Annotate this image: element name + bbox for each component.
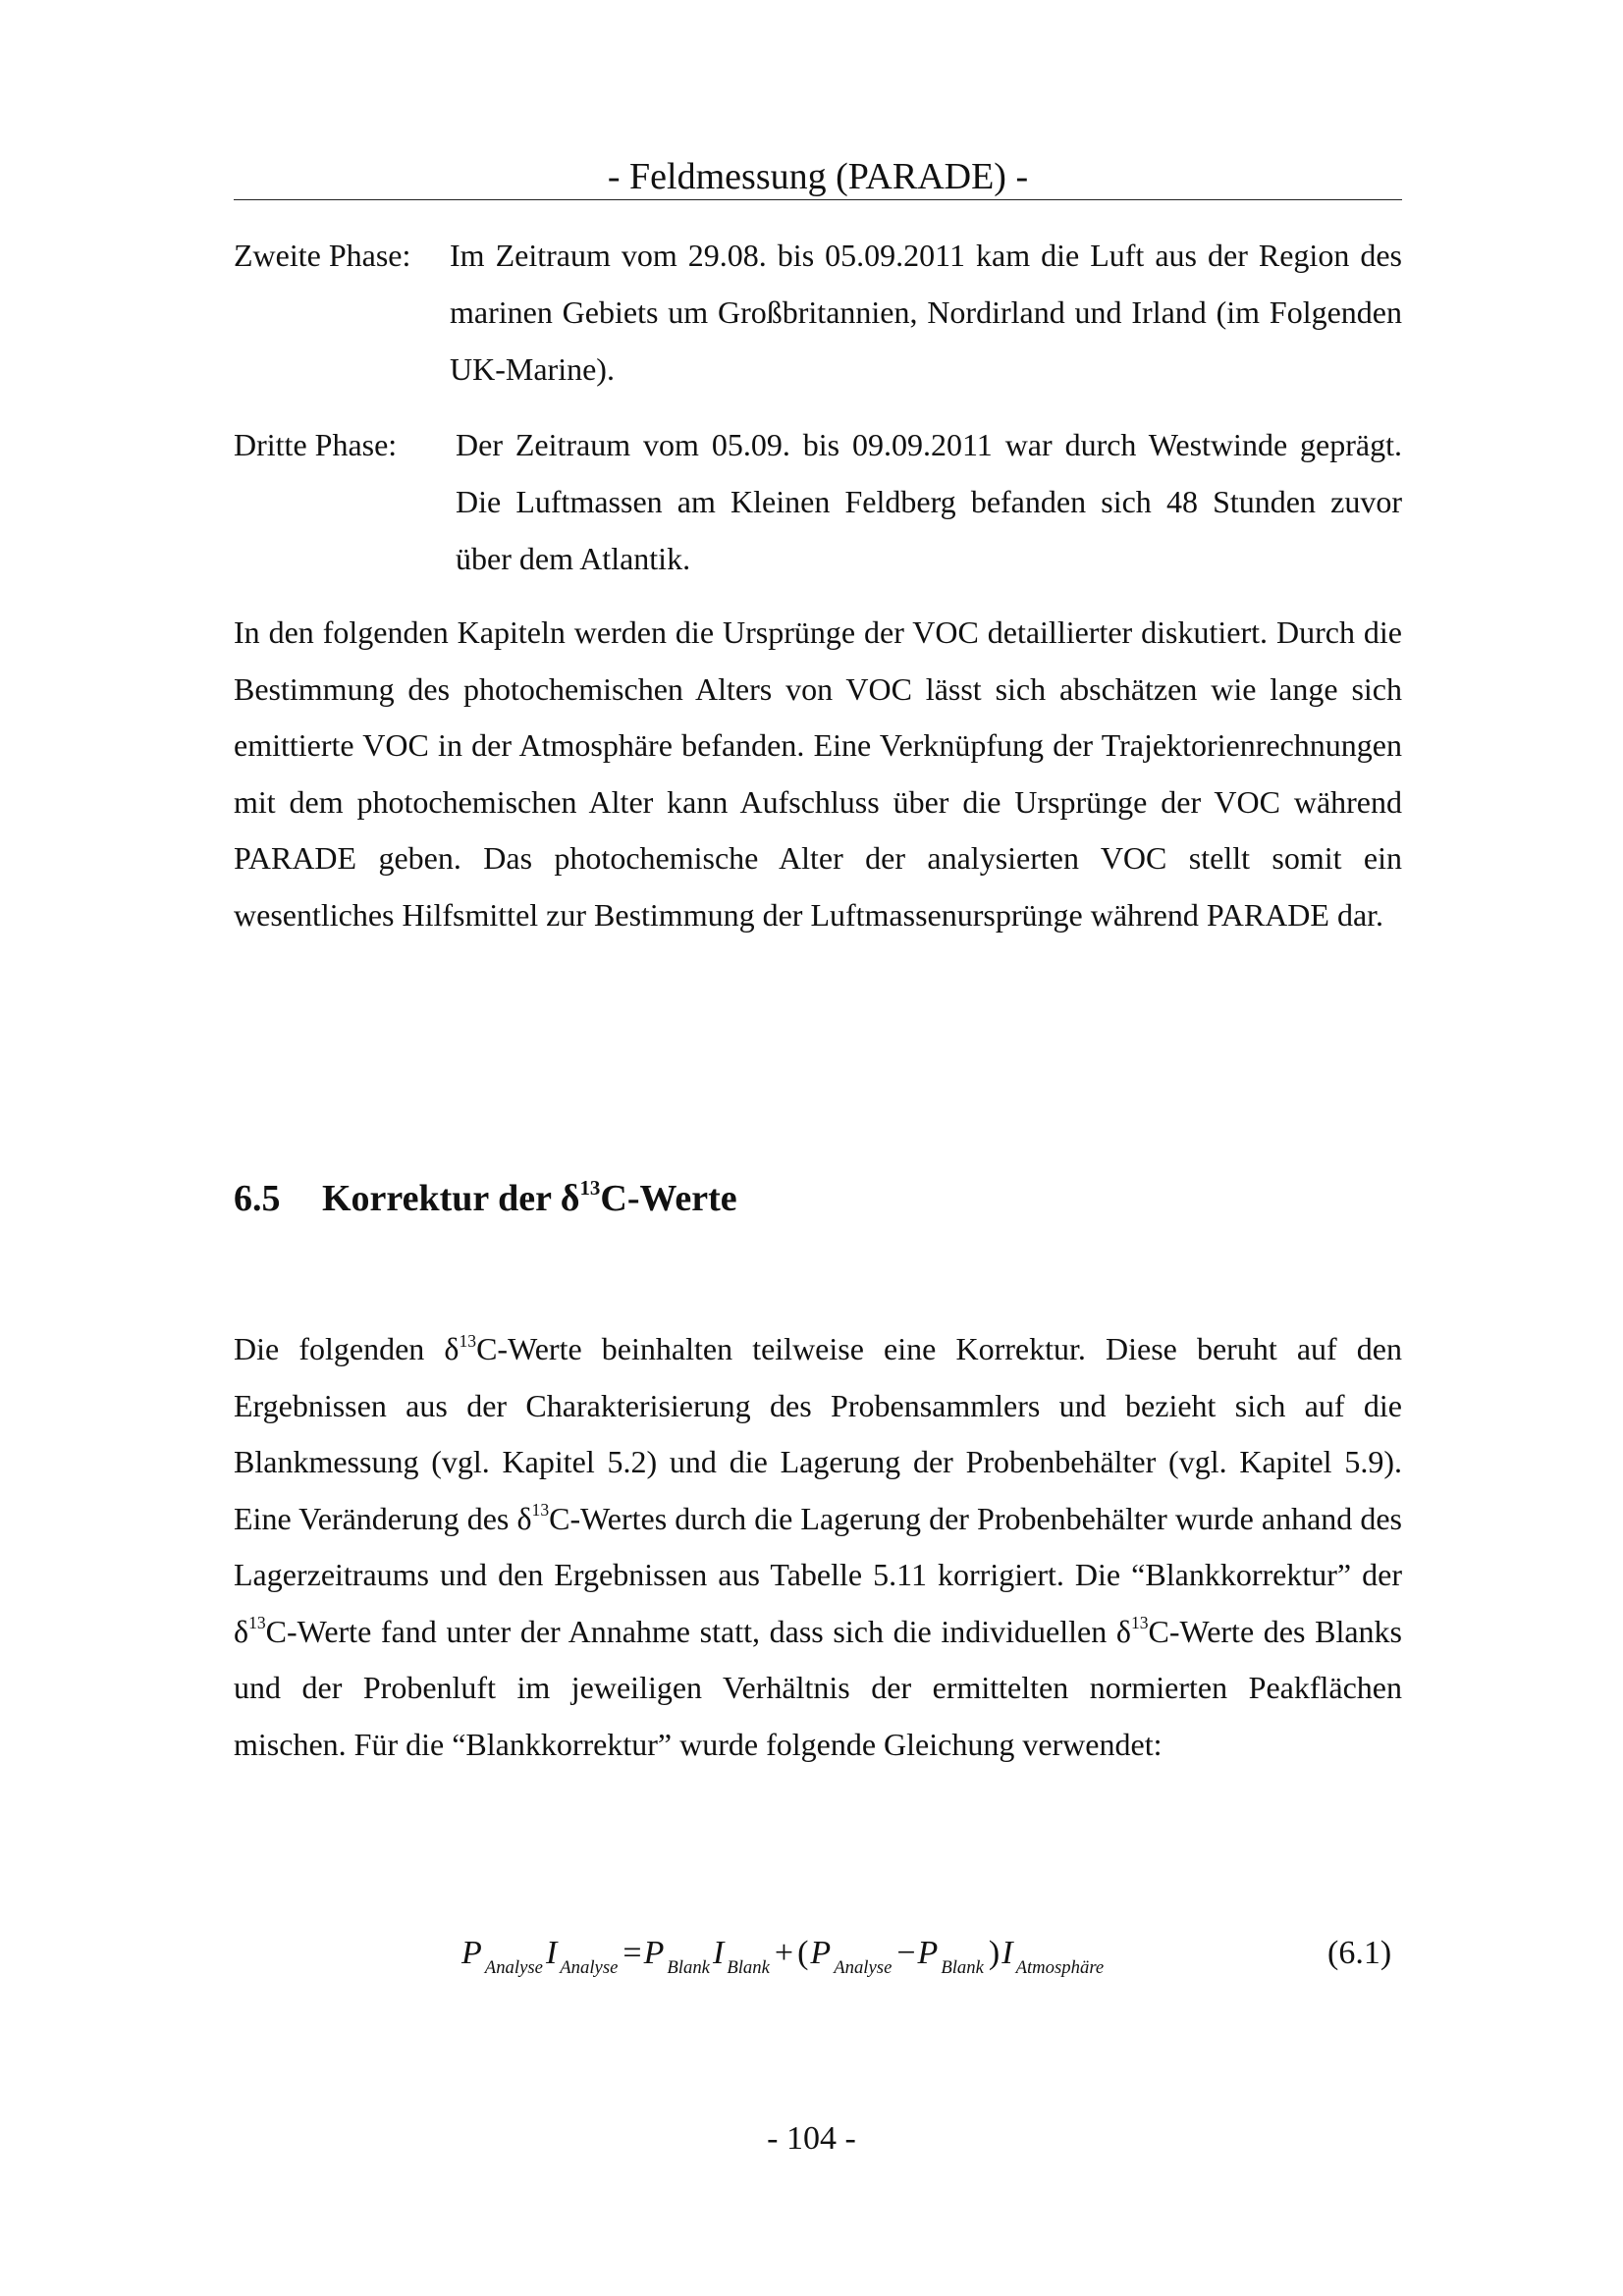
section-heading: [234, 1174, 737, 1223]
section-title-part: Korrektur der δ: [322, 1178, 580, 1219]
equation-number: (6.1): [1327, 1935, 1392, 1971]
eq-symbol: I: [1001, 1935, 1013, 1971]
page-number: - 104 -: [767, 2120, 856, 2157]
superscript: 13: [1130, 1613, 1149, 1633]
section-title-part: C-Werte: [600, 1178, 737, 1219]
eq-operator: −: [896, 1935, 916, 1971]
eq-subscript: Analyse: [484, 1957, 543, 1979]
header-rule: [234, 199, 1402, 200]
phase-text: Im Zeitraum vom 29.08. bis 05.09.2011 kam die Luft aus der Region des marinen Gebiets um Großbritannien, Nordirland und Irland (im Folgenden UK-Marine).: [450, 238, 1402, 387]
eq-symbol: P: [643, 1935, 665, 1971]
eq-subscript: Analyse: [834, 1957, 893, 1979]
eq-subscript: Analyse: [560, 1957, 619, 1979]
eq-operator: =: [622, 1935, 642, 1971]
eq-subscript: Atmosphäre: [1015, 1957, 1105, 1979]
phase-label: Zweite Phase:: [234, 238, 411, 273]
running-header: - Feldmessung (PARADE) -: [607, 156, 1029, 197]
equation-blank-correction: [461, 1929, 1107, 1993]
eq-symbol: P: [810, 1935, 832, 1971]
eq-subscript: Blank: [941, 1957, 984, 1979]
phase-label: Dritte Phase:: [234, 427, 398, 462]
eq-subscript: Blank: [727, 1957, 770, 1979]
eq-subscript: Blank: [667, 1957, 710, 1979]
eq-operator: +: [774, 1935, 794, 1971]
body-paragraph-voc-origins: In den folgenden Kapiteln werden die Ursprünge der VOC detaillierter diskutiert. Durch die Bestimmung des photochemischen Alters von VOC lässt sich abschätzen wie lange sich emittierte VOC in der Atmosphäre befanden. Eine Verknüpfung der Trajektorienrechnungen mit dem photochemischen Alter kann Aufschluss über die Ursprünge der VOC während PARADE geben. Das photochemische Alter der analysierten VOC stellt somit ein wesentliches Hilfsmittel zur Bestimmung der Luftmassenursprünge während PARADE dar.: [234, 614, 1402, 933]
eq-symbol: P: [461, 1935, 482, 1971]
eq-paren: ): [988, 1935, 1001, 1971]
text-run: C-Werte beinhalten teilweise eine Korrektur. Diese beruht auf den Ergebnissen aus der Charakterisierung des Probensammlers und bezieht sich auf die Blankmessung (vgl. Kapitel 5.2) und die Lagerung der Probenbehälter (vgl. Kapitel 5.9). Eine Veränderung des δ: [234, 1331, 1403, 1536]
eq-paren: (: [797, 1935, 809, 1971]
phase-text: Der Zeitraum vom 05.09. bis 09.09.2011 war durch Westwinde geprägt. Die Luftmassen am Kleinen Feldberg befanden sich 48 Stunden zuvor über dem Atlantik.: [456, 427, 1402, 576]
phase-entry-second: [234, 227, 1402, 398]
phase-entry-third: [234, 416, 1402, 587]
text-run: C-Werte des Blanks und der Probenluft im jeweiligen Verhältnis der ermittelten normierten Peakflächen mischen. Für die “Blankkorrektur” wurde folgende Gleichung verwendet:: [234, 1613, 1402, 1762]
superscript: 13: [248, 1613, 266, 1633]
eq-symbol: I: [712, 1935, 725, 1971]
body-paragraph-correction: [234, 1321, 1402, 1773]
superscript: 13: [531, 1500, 550, 1521]
eq-symbol: P: [917, 1935, 939, 1971]
section-title-superscript: 13: [579, 1176, 601, 1201]
section-number: 6.5: [234, 1178, 281, 1219]
text-run: C-Werte fand unter der Annahme statt, dass sich die individuellen δ: [265, 1613, 1131, 1649]
text-run: C-Wertes durch die Lagerung der Probenbehälter wurde anhand des Lagerzeitraums und den Ergebnissen aus Tabelle 5.11 korrigiert. Die “Blankkorrektur” der δ: [234, 1500, 1403, 1649]
superscript: 13: [459, 1330, 477, 1351]
text-run: Die folgenden δ: [234, 1331, 460, 1366]
eq-symbol: I: [545, 1935, 558, 1971]
